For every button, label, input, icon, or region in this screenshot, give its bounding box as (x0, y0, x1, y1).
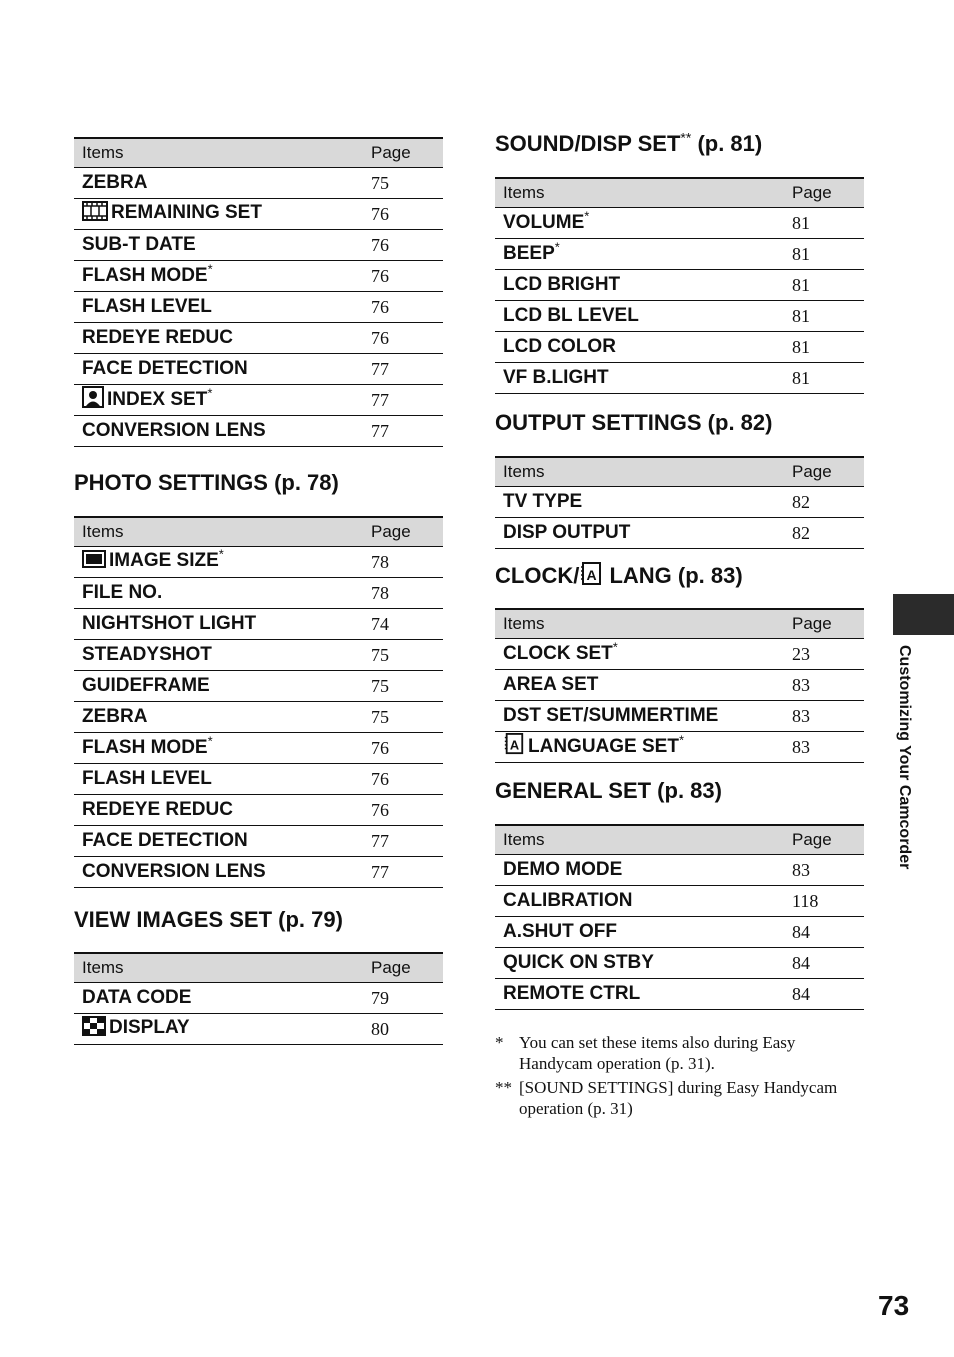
table-row (74, 1014, 443, 1045)
item-label: GUIDEFRAME (82, 675, 210, 696)
item-label: FACE DETECTION (82, 830, 248, 851)
section-title-page-ref: (p. 81) (691, 131, 763, 156)
column-header-items: Items (74, 138, 371, 168)
item-cell (74, 323, 371, 354)
page-cell: 118 (792, 886, 864, 917)
item-cell (495, 979, 792, 1010)
table-row (495, 239, 864, 270)
page-cell: 77 (371, 826, 443, 857)
page-cell: 81 (792, 332, 864, 363)
section-title-photo-settings: PHOTO SETTINGS (p. 78) (74, 470, 339, 495)
column-header-page: Page (371, 517, 443, 547)
column-header-page: Page (792, 825, 864, 855)
page-cell: 84 (792, 948, 864, 979)
item-label: LANGUAGE SET (528, 736, 679, 757)
item-cell (74, 826, 371, 857)
table-row (74, 983, 443, 1014)
item-cell (74, 547, 371, 578)
table-row (74, 609, 443, 640)
section-title-tail: LANG (p. 83) (603, 563, 743, 588)
footnote-marker: * (207, 385, 213, 401)
column-header-items: Items (495, 178, 792, 208)
item-label: BEEP (503, 243, 555, 264)
page-cell: 76 (371, 323, 443, 354)
item-cell (74, 261, 371, 292)
footnote-marker: * (612, 639, 618, 655)
section-title-text: SOUND/DISP SET (495, 131, 681, 156)
page-cell: 76 (371, 795, 443, 826)
item-cell (74, 416, 371, 447)
page-cell: 81 (792, 270, 864, 301)
table-row (495, 917, 864, 948)
table-row (495, 518, 864, 549)
item-cell (74, 199, 371, 230)
footnotes (495, 1032, 867, 1122)
chapter-tab-marker (893, 594, 954, 635)
page-cell: 76 (371, 733, 443, 764)
section-title-output-settings: OUTPUT SETTINGS (p. 82) (495, 410, 773, 435)
column-header-page: Page (792, 178, 864, 208)
lang-icon (503, 733, 525, 761)
page-cell: 78 (371, 578, 443, 609)
item-label: DEMO MODE (503, 859, 623, 880)
table-row (495, 487, 864, 518)
item-cell (495, 301, 792, 332)
page-cell: 81 (792, 208, 864, 239)
section-title-clock-lang (495, 562, 743, 592)
table-row (74, 323, 443, 354)
footnote-marker: ** (680, 129, 692, 146)
item-cell (74, 385, 371, 416)
page-cell: 77 (371, 857, 443, 888)
item-cell (74, 292, 371, 323)
footnote (495, 1077, 867, 1119)
footnote-text: You can set these items also during Easy Handycam operation (p. 31). (519, 1033, 796, 1073)
item-label: LCD BL LEVEL (503, 305, 639, 326)
table-row (74, 261, 443, 292)
table-output-settings (495, 456, 864, 549)
footnote-marker: ** (495, 1078, 512, 1097)
page-cell: 81 (792, 239, 864, 270)
item-label: CONVERSION LENS (82, 861, 266, 882)
item-label: IMAGE SIZE (109, 550, 219, 571)
table-row (495, 670, 864, 701)
table-view-images-set (74, 952, 443, 1045)
column-header-items: Items (74, 953, 371, 983)
table-row (74, 733, 443, 764)
page-cell: 76 (371, 292, 443, 323)
table-row (495, 855, 864, 886)
lang-icon (580, 562, 602, 592)
item-label: AREA SET (503, 674, 599, 695)
item-label: INDEX SET (107, 389, 208, 410)
item-label: LCD BRIGHT (503, 274, 621, 295)
footnote-marker: * (584, 208, 590, 224)
column-header-page: Page (371, 953, 443, 983)
column-header-page: Page (371, 138, 443, 168)
table-row (495, 301, 864, 332)
page-cell: 77 (371, 416, 443, 447)
svg-text:A: A (509, 737, 520, 753)
item-label: QUICK ON STBY (503, 952, 654, 973)
item-label: ZEBRA (82, 172, 148, 193)
items-table (495, 608, 864, 763)
table-row (495, 701, 864, 732)
page-cell: 84 (792, 917, 864, 948)
table-row (74, 199, 443, 230)
column-header-page: Page (792, 457, 864, 487)
table-row (74, 764, 443, 795)
table-row (74, 702, 443, 733)
page-cell: 75 (371, 640, 443, 671)
item-cell (74, 983, 371, 1014)
item-label: DATA CODE (82, 987, 192, 1008)
page-cell: 83 (792, 732, 864, 763)
page-cell: 81 (792, 363, 864, 394)
table-row (495, 363, 864, 394)
item-cell (495, 886, 792, 917)
page-cell: 75 (371, 702, 443, 733)
page-cell: 83 (792, 855, 864, 886)
page-cell: 75 (371, 168, 443, 199)
item-label: REDEYE REDUC (82, 799, 233, 820)
page-cell: 78 (371, 547, 443, 578)
section-title-text: CLOCK/ (495, 563, 580, 588)
item-cell (74, 168, 371, 199)
item-label: FLASH LEVEL (82, 296, 212, 317)
item-cell (74, 795, 371, 826)
page-cell: 82 (792, 518, 864, 549)
item-label: STEADYSHOT (82, 644, 212, 665)
item-cell (74, 671, 371, 702)
table-row (74, 354, 443, 385)
items-table (495, 456, 864, 549)
table-row (495, 886, 864, 917)
item-cell (74, 578, 371, 609)
page-cell: 82 (792, 487, 864, 518)
column-header-page: Page (792, 609, 864, 639)
item-cell (495, 917, 792, 948)
item-cell (495, 208, 792, 239)
item-label: CLOCK SET (503, 643, 613, 664)
item-label: FACE DETECTION (82, 358, 248, 379)
page-cell: 83 (792, 701, 864, 732)
section-title-sound-disp-set (495, 131, 762, 157)
checker-icon (82, 1016, 106, 1042)
item-cell (74, 230, 371, 261)
item-cell (495, 518, 792, 549)
item-cell (74, 1014, 371, 1045)
page-cell: 76 (371, 230, 443, 261)
item-cell (495, 487, 792, 518)
item-label: CONVERSION LENS (82, 420, 266, 441)
item-label: REMOTE CTRL (503, 983, 641, 1004)
table-menu-items (74, 137, 443, 447)
page-cell: 79 (371, 983, 443, 1014)
item-cell (495, 363, 792, 394)
item-label: A.SHUT OFF (503, 921, 617, 942)
item-cell (74, 609, 371, 640)
item-label: DISPLAY (109, 1017, 190, 1038)
item-label: TV TYPE (503, 491, 583, 512)
item-label: VF B.LIGHT (503, 367, 609, 388)
table-row (74, 292, 443, 323)
page-cell: 74 (371, 609, 443, 640)
footnote-marker: * (207, 261, 213, 277)
item-cell (74, 764, 371, 795)
item-label: DST SET/SUMMERTIME (503, 705, 719, 726)
page-cell: 75 (371, 671, 443, 702)
page-cell: 23 (792, 639, 864, 670)
item-label: REDEYE REDUC (82, 327, 233, 348)
page-cell: 77 (371, 385, 443, 416)
section-title-general-set: GENERAL SET (p. 83) (495, 778, 722, 803)
page-number: 73 (878, 1290, 910, 1321)
footnote-marker: * (678, 732, 685, 748)
table-row (495, 639, 864, 670)
item-label: NIGHTSHOT LIGHT (82, 613, 257, 634)
table-clock-lang (495, 608, 864, 763)
footnote-marker: * (554, 239, 560, 255)
table-row (74, 857, 443, 888)
item-cell (495, 732, 792, 763)
table-row (74, 671, 443, 702)
face-icon (82, 386, 104, 414)
footnote-marker: * (207, 733, 213, 749)
page-cell: 80 (371, 1014, 443, 1045)
items-table (74, 952, 443, 1045)
table-row (495, 732, 864, 763)
table-row (74, 230, 443, 261)
item-label: FLASH LEVEL (82, 768, 212, 789)
footnote-text: [SOUND SETTINGS] during Easy Handycam operation (p. 31) (519, 1078, 838, 1118)
item-cell (495, 239, 792, 270)
column-header-items: Items (495, 825, 792, 855)
page-cell: 83 (792, 670, 864, 701)
item-cell (495, 670, 792, 701)
item-cell (74, 857, 371, 888)
page-cell: 81 (792, 301, 864, 332)
column-header-items: Items (74, 517, 371, 547)
table-row (74, 640, 443, 671)
item-label: LCD COLOR (503, 336, 616, 357)
page-cell: 76 (371, 764, 443, 795)
item-label: FLASH MODE (82, 737, 208, 758)
item-label: CALIBRATION (503, 890, 633, 911)
table-row (495, 208, 864, 239)
page-cell: 76 (371, 199, 443, 230)
table-row (495, 332, 864, 363)
page-cell: 77 (371, 354, 443, 385)
item-label: ZEBRA (82, 706, 148, 727)
footnote-marker: * (495, 1033, 504, 1052)
table-general-set (495, 824, 864, 1010)
page-cell: 84 (792, 979, 864, 1010)
column-header-items: Items (495, 457, 792, 487)
item-cell (495, 639, 792, 670)
items-table (74, 137, 443, 447)
item-cell (495, 855, 792, 886)
table-row (74, 578, 443, 609)
table-row (74, 826, 443, 857)
table-row (495, 270, 864, 301)
table-row (74, 547, 443, 578)
table-row (74, 416, 443, 447)
table-row (495, 948, 864, 979)
item-cell (74, 354, 371, 385)
item-cell (74, 702, 371, 733)
item-label: DISP OUTPUT (503, 522, 631, 543)
table-photo-settings (74, 516, 443, 888)
photo-icon (82, 549, 106, 575)
section-title-view-images-set: VIEW IMAGES SET (p. 79) (74, 907, 343, 932)
table-row (74, 795, 443, 826)
film-icon (82, 201, 108, 227)
item-cell (74, 733, 371, 764)
item-cell (495, 948, 792, 979)
items-table (495, 824, 864, 1010)
table-sound-disp-set (495, 177, 864, 394)
item-label: VOLUME (503, 212, 585, 233)
item-label: FILE NO. (82, 582, 163, 603)
items-table (495, 177, 864, 394)
item-label: SUB-T DATE (82, 234, 196, 255)
item-cell (495, 701, 792, 732)
item-cell (495, 332, 792, 363)
item-label: REMAINING SET (111, 202, 262, 223)
item-label: FLASH MODE (82, 265, 208, 286)
page-cell: 76 (371, 261, 443, 292)
item-cell (74, 640, 371, 671)
svg-text:A: A (586, 567, 597, 583)
items-table (74, 516, 443, 888)
chapter-side-label: Customizing Your Camcorder (896, 645, 913, 870)
table-row (74, 385, 443, 416)
table-row (495, 979, 864, 1010)
item-cell (495, 270, 792, 301)
footnote (495, 1032, 867, 1074)
column-header-items: Items (495, 609, 792, 639)
footnote-marker: * (218, 546, 224, 562)
table-row (74, 168, 443, 199)
